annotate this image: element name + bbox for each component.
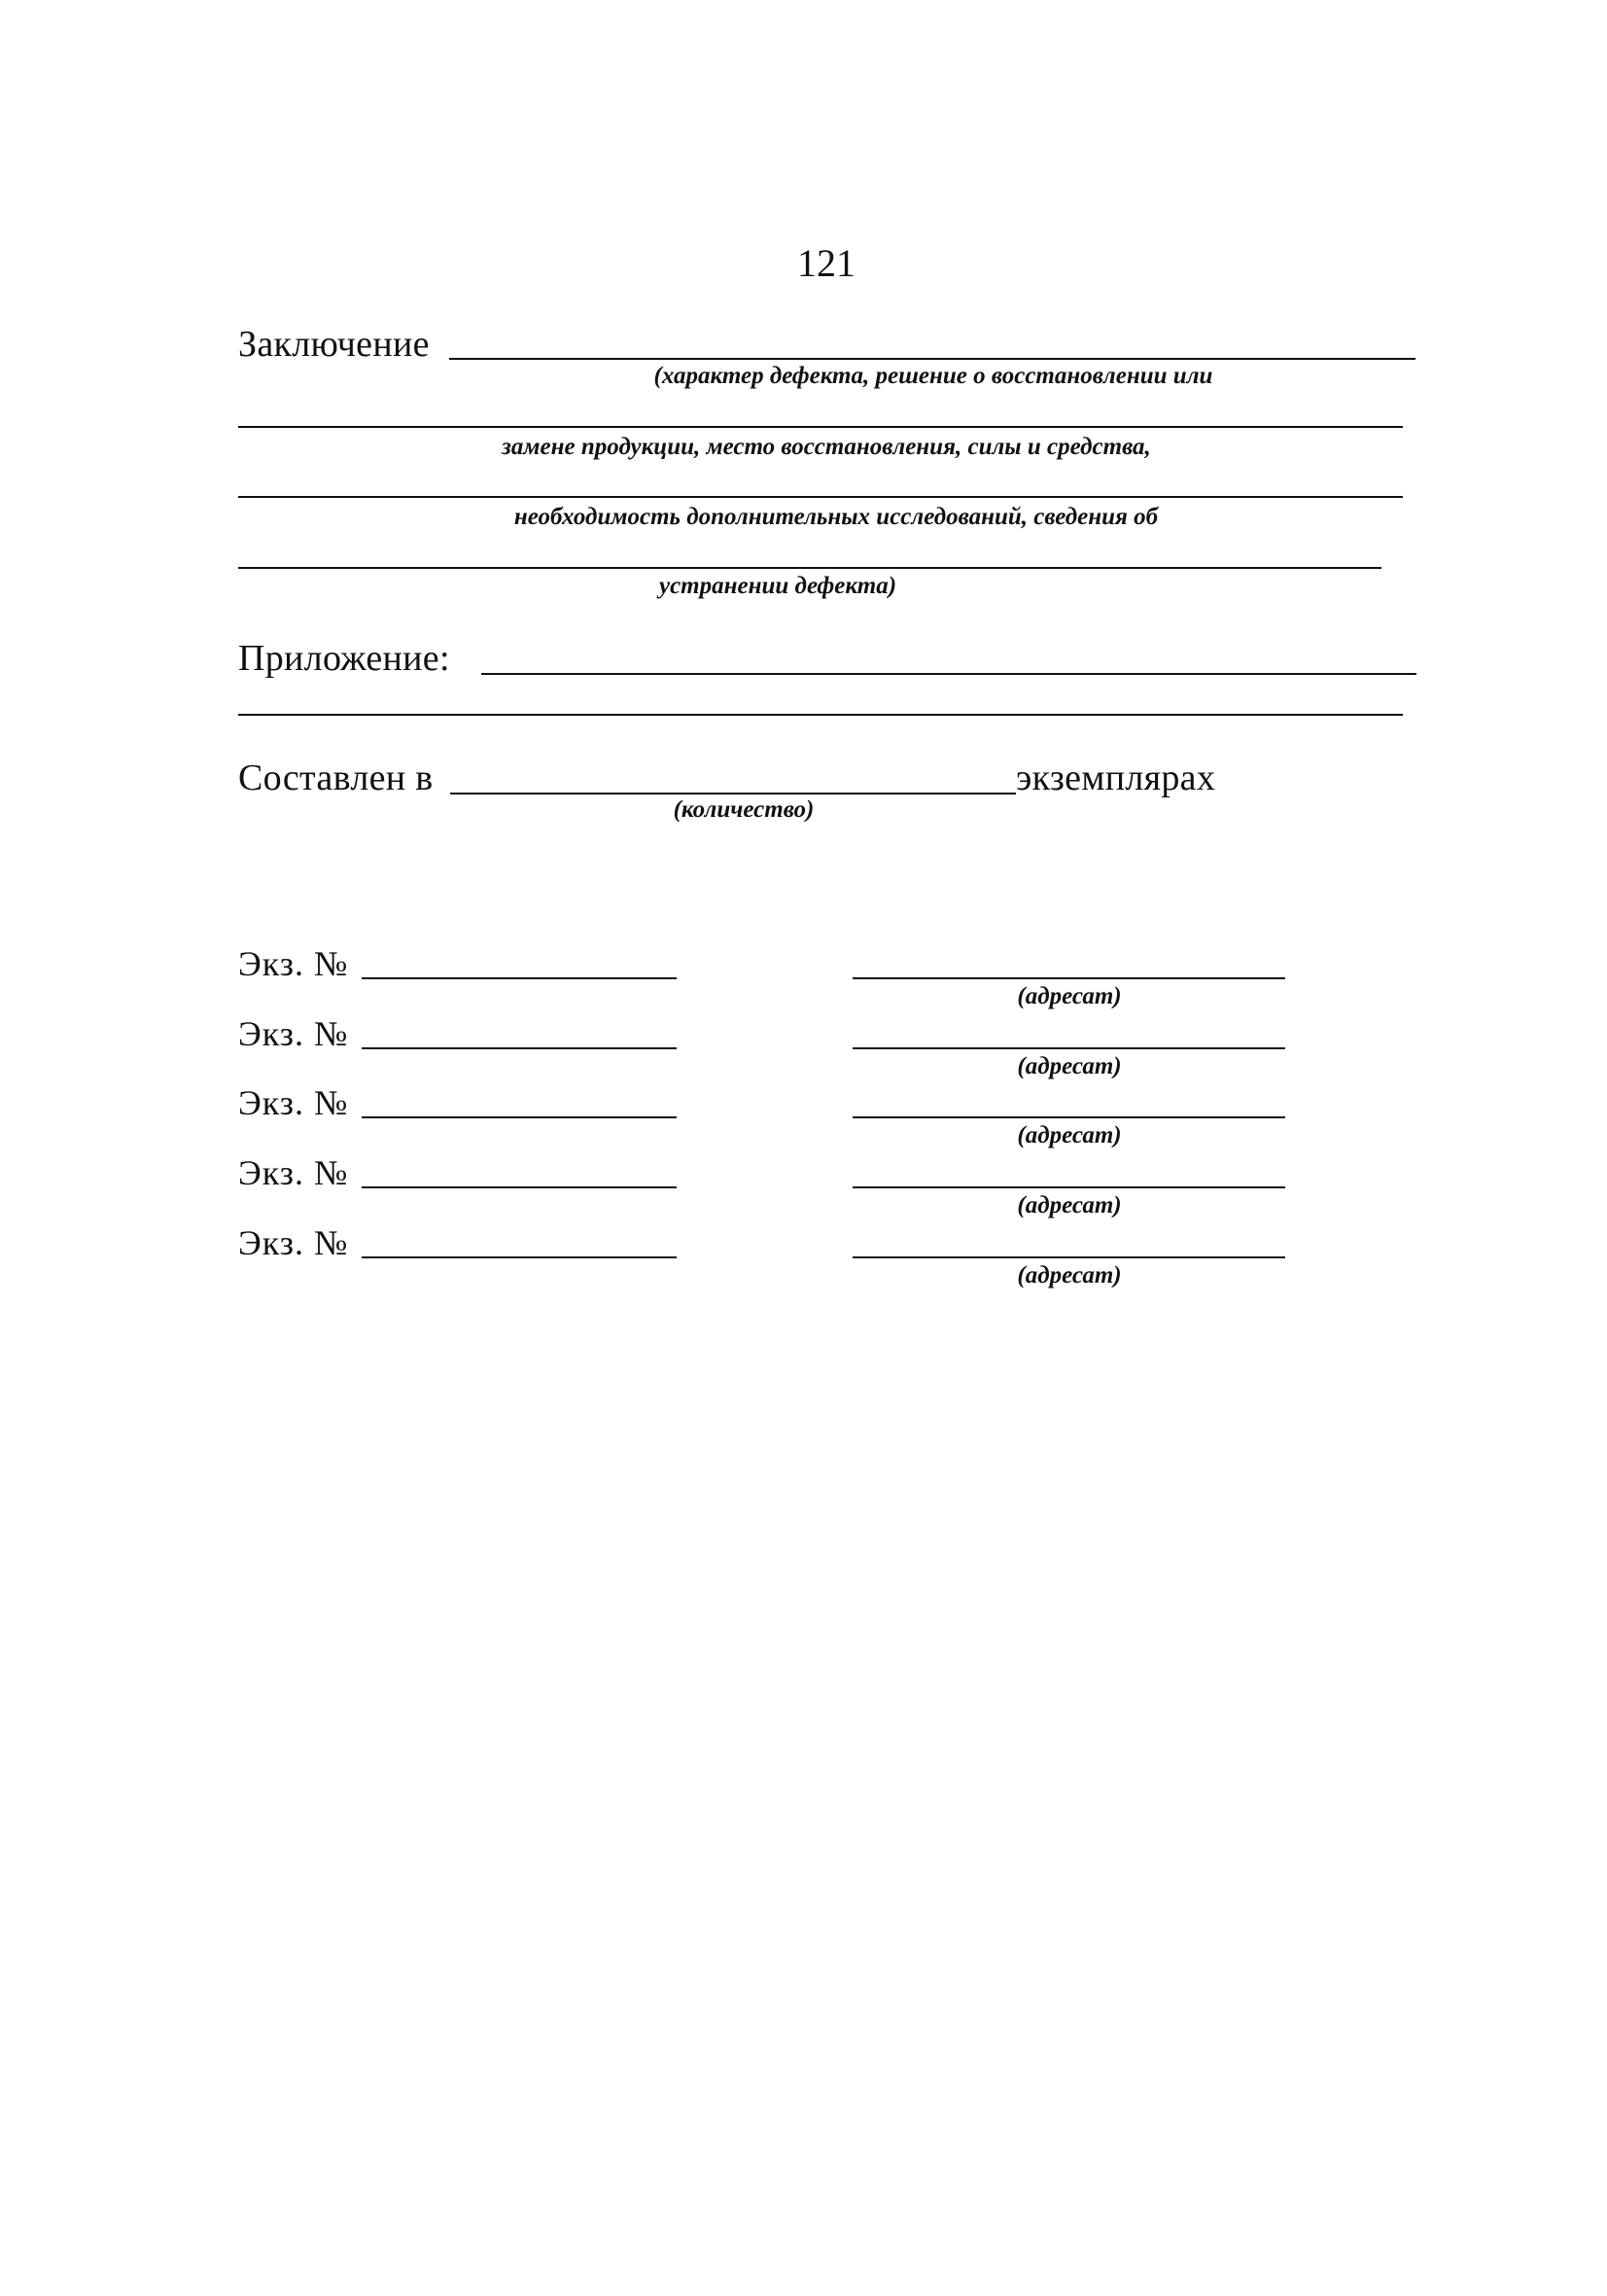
addressee-field-5[interactable] — [853, 1256, 1285, 1258]
conclusion-hint-2: замене продукции, место восстановления, силы и средства, — [502, 434, 1151, 460]
addressee-field-4[interactable] — [853, 1186, 1285, 1188]
conclusion-field-line-1[interactable] — [449, 358, 1415, 360]
addressee-hint-3: (адресат) — [1017, 1122, 1122, 1148]
addressee-hint-4: (адресат) — [1017, 1192, 1122, 1219]
addressee-field-1[interactable] — [853, 977, 1285, 979]
copy-number-label-5: Экз. № — [238, 1223, 349, 1262]
copy-number-field-3[interactable] — [362, 1116, 677, 1118]
copy-number-field-4[interactable] — [362, 1186, 677, 1188]
copy-number-field-2[interactable] — [362, 1047, 677, 1049]
copies-count-field[interactable] — [450, 793, 1016, 795]
copy-number-label-1: Экз. № — [238, 944, 349, 983]
copy-number-label-2: Экз. № — [238, 1014, 349, 1053]
addressee-hint-2: (адресат) — [1017, 1053, 1122, 1079]
copies-count-hint: (количество) — [673, 796, 815, 823]
addressee-hint-1: (адресат) — [1017, 983, 1122, 1009]
conclusion-field-line-2[interactable] — [238, 426, 1403, 428]
copy-number-field-1[interactable] — [362, 977, 677, 979]
conclusion-hint-1: (характер дефекта, решение о восстановлении или — [653, 363, 1213, 389]
page-number: 121 — [797, 241, 856, 285]
attachment-field-line-2[interactable] — [238, 714, 1403, 716]
attachment-field-line-1[interactable] — [481, 673, 1416, 675]
conclusion-hint-3: необходимость дополнительных исследований, сведения об — [513, 504, 1159, 530]
copies-count-prefix: Составлен в — [238, 758, 434, 798]
copy-number-label-4: Экз. № — [238, 1153, 349, 1192]
addressee-field-2[interactable] — [853, 1047, 1285, 1049]
attachment-label: Приложение: — [238, 638, 450, 679]
addressee-hint-5: (адресат) — [1017, 1262, 1122, 1289]
conclusion-hint-4: устранении дефекта) — [658, 573, 897, 599]
copy-number-label-3: Экз. № — [238, 1083, 349, 1122]
conclusion-field-line-3[interactable] — [238, 496, 1403, 498]
addressee-field-3[interactable] — [853, 1116, 1285, 1118]
copy-number-field-5[interactable] — [362, 1256, 677, 1258]
conclusion-label: Заключение — [238, 324, 430, 365]
copies-count-suffix: экземплярах — [1016, 758, 1216, 798]
conclusion-field-line-4[interactable] — [238, 567, 1381, 569]
